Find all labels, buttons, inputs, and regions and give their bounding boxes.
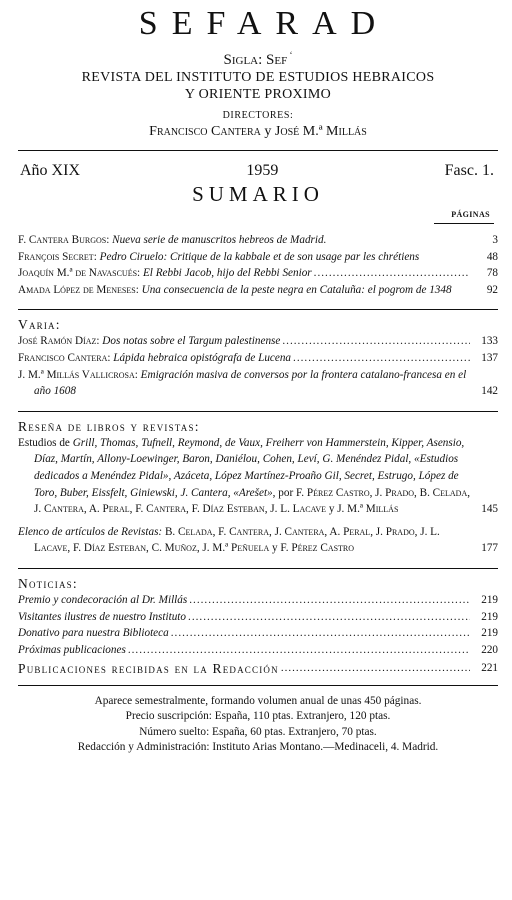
toc-entry bbox=[18, 592, 498, 609]
footer-rule bbox=[18, 685, 498, 686]
sigla: Sigla: Sef ‘ bbox=[223, 50, 293, 68]
varia-heading: Varia: bbox=[18, 317, 61, 333]
estudios-reviewers: F. Pérez Castro, J. Prado, B. Celada, J. Cantera, A. Peral, F. Cantera, F. Díaz Esteban, J. L. Lacave bbox=[34, 486, 471, 516]
estudios-names: Grill, Thomas, Tufnell, Reymond, de Vaux, Freiherr von Hammerstein, Kipper, Asensio, Díaz, Martín, Allony-Loewinger, Baron, Daniélou, Cohen, Leví, G. Menéndez Pidal, «Estudios dedicados a Menéndez Pidal», Azáceta, López Martínez-Proaño Gil, Secret, Estrugo, López de Toro, Buber, Eissfelt, Giniewski, J. Cantera, «Arešet» bbox=[34, 436, 465, 499]
noticias-heading: Noticias: bbox=[18, 575, 78, 591]
toc-author: Joaquín M.ª de Navascués: bbox=[18, 267, 141, 280]
toc-entry bbox=[18, 350, 498, 367]
toc-page: 133 bbox=[481, 335, 498, 348]
sumario-title: SUMARIO bbox=[192, 182, 324, 206]
estudios-por: , por bbox=[272, 486, 294, 499]
revista-line-1: REVISTA DEL INSTITUTO DE ESTUDIOS HEBRAICOS bbox=[81, 70, 435, 85]
footer-line-2: Precio suscripción: España, 110 ptas. Extranjero, 120 ptas. bbox=[125, 710, 391, 723]
toc-page: 145 bbox=[481, 503, 498, 516]
toc-leader bbox=[282, 333, 470, 350]
elenco-title: Elenco de artículos de Revistas: bbox=[18, 525, 163, 538]
estudios-prefix: Estudios de bbox=[18, 436, 70, 449]
toc-page: 177 bbox=[481, 542, 498, 555]
toc-leader bbox=[171, 625, 470, 642]
toc-author: F. Cantera Burgos: bbox=[18, 234, 110, 246]
footer-line-4: Redacción y Administración: Instituto Arias Montano.—Medinaceli, 4. Madrid. bbox=[77, 740, 439, 753]
toc-leader bbox=[293, 350, 470, 367]
issue-row bbox=[18, 162, 498, 180]
toc-author: José Ramón Díaz: bbox=[18, 335, 100, 348]
toc-page: 3 bbox=[492, 234, 498, 246]
toc-entry bbox=[18, 609, 498, 626]
toc-entry bbox=[18, 660, 498, 677]
director-2: José M.ª Millás bbox=[274, 124, 367, 139]
footer-line-3: Número suelto: España, 60 ptas. Extranjero, 70 ptas. bbox=[139, 725, 377, 738]
toc-entry bbox=[18, 333, 498, 350]
section-rule bbox=[18, 568, 498, 569]
publicaciones-title: Publicaciones recibidas en la Redacción bbox=[18, 661, 279, 677]
toc-page: 221 bbox=[481, 662, 498, 675]
toc-title: Donativo para nuestra Biblioteca bbox=[18, 627, 169, 640]
issue-year-label: Año XIX bbox=[20, 162, 80, 179]
toc-title: Una consecuencia de la peste negra en Cataluña: el pogrom de 1348 bbox=[141, 283, 452, 296]
toc-page: 48 bbox=[486, 250, 498, 263]
elenco-y: y bbox=[272, 542, 278, 555]
footer bbox=[18, 694, 498, 755]
directors-conjunction: y bbox=[264, 124, 272, 139]
toc-leader bbox=[189, 592, 470, 609]
toc-page: 219 bbox=[481, 627, 498, 640]
toc-page: 220 bbox=[481, 643, 498, 656]
masthead-rule bbox=[18, 150, 498, 151]
elenco-reviewers: B. Celada, F. Cantera, J. Cantera, A. Peral, J. Prado, J. L. Lacave, F. Díaz Esteban, C. Muñoz, J. M.ª Peñuela bbox=[34, 525, 440, 555]
toc-title: Nueva serie de manuscritos hebreos de Madrid. bbox=[112, 234, 327, 246]
toc-entry bbox=[18, 282, 498, 299]
toc-entry bbox=[18, 625, 498, 642]
toc-entry bbox=[18, 642, 498, 659]
issue-year: 1959 bbox=[246, 162, 279, 179]
toc-author: François Secret: bbox=[18, 250, 97, 263]
section-rule bbox=[18, 411, 498, 412]
toc-entry bbox=[18, 232, 498, 249]
director-1: Francisco Cantera bbox=[149, 124, 261, 139]
sigla-text: Sigla: Sef bbox=[223, 52, 288, 68]
toc-leader bbox=[188, 609, 470, 626]
toc-author: Francisco Cantera: bbox=[18, 351, 111, 364]
toc-leader bbox=[281, 660, 470, 677]
toc-entry bbox=[18, 524, 498, 557]
toc-page: 219 bbox=[481, 593, 498, 606]
toc-page: 92 bbox=[486, 283, 498, 296]
toc-author: Amada López de Meneses: bbox=[18, 283, 139, 296]
issue-fascicle: Fasc. 1. bbox=[444, 162, 494, 179]
table-of-contents bbox=[18, 232, 498, 677]
resena-heading: Reseña de libros y revistas: bbox=[18, 418, 200, 434]
toc-author: J. M.ª Millás Vallicrosa: bbox=[18, 368, 138, 381]
toc-title: Próximas publicaciones bbox=[18, 643, 126, 656]
toc-page: 142 bbox=[481, 385, 498, 398]
paginas-rule bbox=[434, 223, 494, 224]
revista-line-2: Y ORIENTE PROXIMO bbox=[184, 87, 332, 102]
paginas-label: PÁGINAS bbox=[451, 210, 490, 219]
toc-title: El Rebbi Jacob, hijo del Rebbi Senior bbox=[142, 267, 312, 280]
toc-entry bbox=[18, 435, 498, 518]
toc-leader bbox=[314, 265, 470, 282]
toc-title: Emigración masiva de conversos por la frontera catalano-francesa en el año 1608 bbox=[34, 368, 467, 398]
section-rule bbox=[18, 309, 498, 310]
directores-label: DIRECTORES: bbox=[222, 110, 294, 121]
estudios-y: y bbox=[328, 503, 335, 516]
toc-page: 137 bbox=[481, 351, 498, 364]
toc-title: Premio y condecoración al Dr. Millás bbox=[18, 593, 188, 606]
toc-entry bbox=[18, 265, 498, 282]
elenco-last: F. Pérez Castro bbox=[280, 542, 355, 555]
toc-title: Pedro Ciruelo: Critique de la kabbale et de son usage par les chrétiens bbox=[99, 250, 420, 263]
journal-title: SEFARAD bbox=[138, 5, 390, 42]
directors bbox=[18, 123, 498, 141]
toc-page: 219 bbox=[481, 610, 498, 623]
toc-entry bbox=[18, 367, 498, 400]
toc-leader bbox=[128, 642, 470, 659]
footer-line-1: Aparece semestralmente, formando volumen anual de unas 450 páginas. bbox=[94, 695, 422, 708]
estudios-last: J. M.ª Millás bbox=[337, 503, 399, 516]
toc-title: Visitantes ilustres de nuestro Instituto bbox=[18, 610, 187, 623]
toc-title: Dos notas sobre el Targum palestinense bbox=[102, 335, 281, 348]
toc-entry bbox=[18, 249, 498, 266]
toc-title: Lápida hebraica opistógrafa de Lucena bbox=[113, 351, 292, 364]
toc-page: 78 bbox=[486, 267, 498, 280]
